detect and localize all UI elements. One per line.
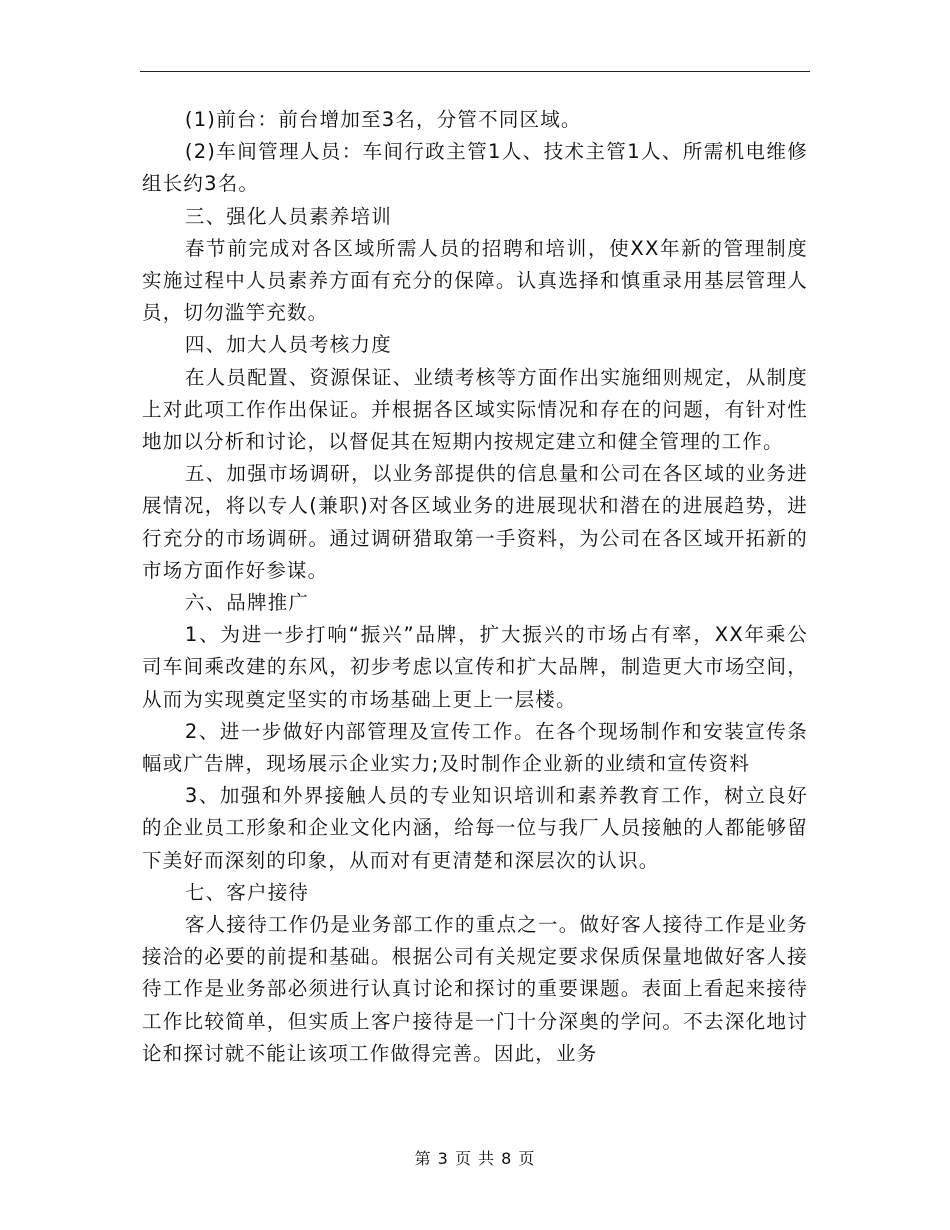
body-text <box>142 104 808 1070</box>
paragraph-workshop-staff: (2)车间管理人员：车间行政主管1人、技术主管1人、所需机电维修组长约3名。 <box>142 140 808 196</box>
header-rule <box>140 71 810 72</box>
paragraph-front-desk: (1)前台：前台增加至3名，分管不同区域。 <box>184 108 582 131</box>
paragraph-branding-1: 1、为进一步打响“振兴”品牌，扩大振兴的市场占有率，XX年乘公司车间乘改建的东风，初步考虑以宣传和扩大品牌，制造更大市场空间，从而为实现奠定坚实的市场基础上更上一层楼。 <box>142 623 808 711</box>
page-footer <box>0 1146 950 1169</box>
section-heading-training: 三、强化人员素养培训 <box>184 204 392 228</box>
page-number: 第 3 页 共 8 页 <box>414 1149 536 1168</box>
paragraph-training: 春节前完成对各区域所需人员的招聘和培训，使XX年新的管理制度实施过程中人员素养方面有充分的保障。认真选择和慎重录用基层管理人员，切勿滥竽充数。 <box>142 236 808 325</box>
paragraph-assessment: 在人员配置、资源保证、业绩考核等方面作出实施细则规定，从制度上对此项工作作出保证。并根据各区域实际情况和存在的问题，有针对性地加以分析和讨论，以督促其在短期内按规定建立和健全管理的工作。 <box>142 365 808 454</box>
section-heading-branding: 六、品牌推广 <box>184 591 310 615</box>
section-heading-reception: 七、客户接待 <box>184 880 310 904</box>
paragraph-branding-2: 2、进一步做好内部管理及宣传工作。在各个现场制作和安装宣传条幅或广告牌，现场展示企业实力;及时制作企业新的业绩和宣传资料 <box>142 719 808 776</box>
paragraph-reception: 客人接待工作仍是业务部工作的重点之一。做好客人接待工作是业务接洽的必要的前提和基础。根据公司有关规定要求保质保量地做好客人接待工作是业务部必须进行认真讨论和探讨的重要课题。表面上看起来接待工作比较简单，但实质上客户接待是一门十分深奥的学问。不去深化地讨论和探讨就不能让该项工作做得完善。因此，业务 <box>142 913 808 1065</box>
paragraph-market-research: 五、加强市场调研，以业务部提供的信息量和公司在各区域的业务进展情况，将以专人(兼职)对各区域业务的进展现状和潜在的进展趋势，进行充分的市场调研。通过调研猎取第一手资料，为公司在各区域开拓新的市场方面作好参谋。 <box>142 462 808 582</box>
section-heading-assessment: 四、加大人员考核力度 <box>184 333 392 357</box>
paragraph-branding-3: 3、加强和外界接触人员的专业知识培训和素养教育工作，树立良好的企业员工形象和企业文化内涵，给每一位与我厂人员接触的人都能够留下美好而深刻的印象，从而对有更清楚和深层次的认识。 <box>142 784 808 872</box>
